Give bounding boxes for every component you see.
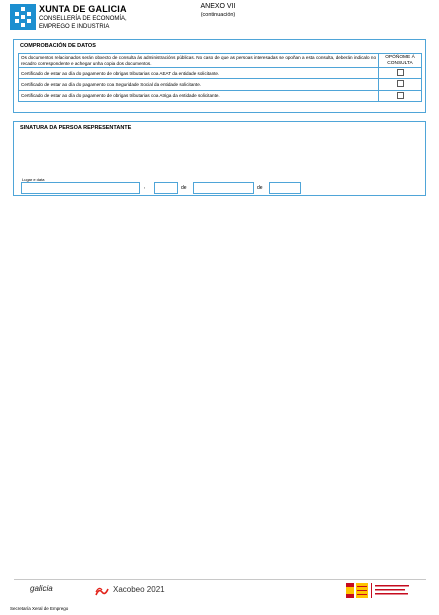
row-label: Certificado de estar ao día do pagamento coa Seguridade Social da entidade solicitante. — [19, 79, 379, 90]
oppose-consult-header: OPÓÑOME Á CONSULTA — [379, 54, 422, 68]
place-date-label: Lugar e data — [22, 177, 45, 182]
spain-government-logo-icon — [346, 583, 410, 598]
section-title: COMPROBACIÓN DE DATOS — [20, 43, 96, 49]
day-field[interactable] — [154, 182, 178, 194]
de-label-2: de — [257, 185, 263, 191]
table-header-row — [19, 54, 422, 68]
xacobeo-logo-text: Xacobeo 2021 — [113, 585, 165, 594]
org-name: XUNTA DE GALICIA — [39, 4, 127, 14]
department-line-2: EMPREGO E INDUSTRIA — [39, 24, 110, 30]
table-row — [19, 90, 422, 101]
footer-secretary: Secretaría Xeral de Emprego — [10, 606, 69, 611]
oppose-aeat-checkbox[interactable] — [397, 69, 404, 76]
table-row — [19, 68, 422, 79]
data-verification-section — [13, 39, 426, 113]
section-title: SINATURA DA PERSOA REPRESENTANTE — [20, 125, 132, 131]
place-field[interactable] — [21, 182, 140, 194]
intro-text: Os documentos relacionados serán obxecto de consulta ás administracións públicas. No caso de que as persoas interesadas se opoñan a esta consulta, deberán indicalo no recadro correspondente e achegar unha copia dos documentos. — [19, 54, 379, 68]
galicia-logo: galicia — [30, 584, 53, 593]
xunta-logo-icon — [10, 4, 36, 30]
oppose-atriga-checkbox[interactable] — [397, 92, 404, 99]
department-line-1: CONSELLERÍA DE ECONOMÍA, — [39, 16, 127, 22]
annex-subtitle: (continuación) — [200, 12, 236, 18]
row-label: Certificado de estar ao día do pagamento de obrigas tributarias coa AEAT da entidade solicitante. — [19, 68, 379, 79]
month-field[interactable] — [193, 182, 254, 194]
annex-title: ANEXO VII — [200, 3, 236, 10]
comma-separator: , — [144, 184, 146, 190]
verification-table — [18, 53, 422, 102]
table-row — [19, 79, 422, 90]
footer-divider — [14, 579, 426, 580]
row-label: Certificado de estar ao día do pagamento de obrigas tributarias coa Atriga da entidade solicitante. — [19, 90, 379, 101]
year-field[interactable] — [269, 182, 301, 194]
xacobeo-logo-icon — [95, 584, 109, 594]
signature-section — [13, 121, 426, 196]
oppose-social-security-checkbox[interactable] — [397, 80, 404, 87]
de-label-1: de — [181, 185, 187, 191]
